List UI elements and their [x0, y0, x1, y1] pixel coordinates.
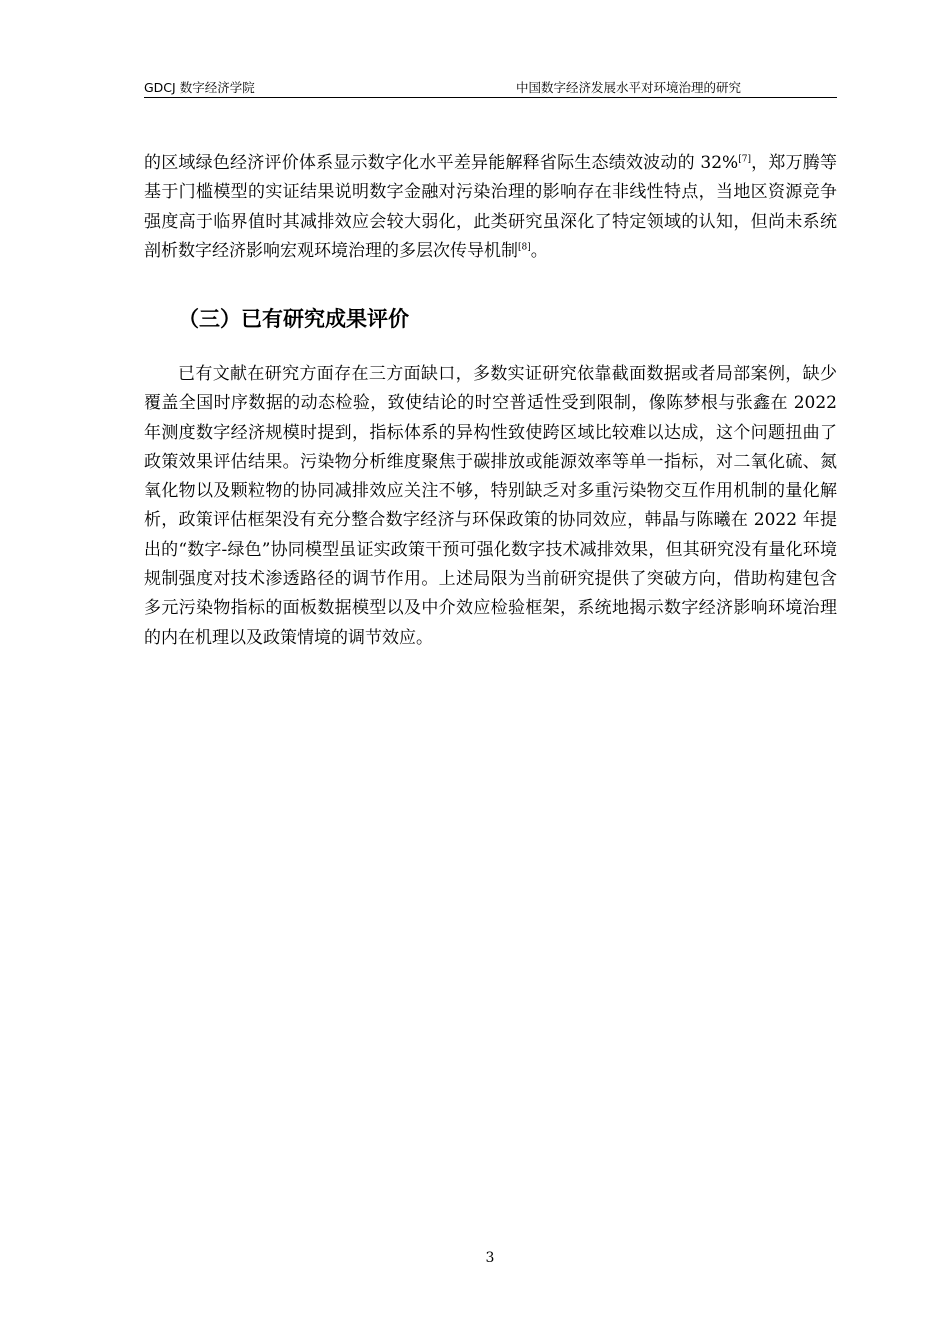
- header-left-text: GDCJ 数字经济学院: [144, 80, 255, 95]
- header-right-title: 中国数字经济发展水平对环境治理的研究: [516, 80, 742, 95]
- page-number: 3: [485, 1250, 495, 1266]
- continued-paragraph-text-2: ，郑万腾等基于门槛模型的实证结果说明数字金融对污染治理的影响存在非线性特点，当地区资源竞争强度高于临界值时其减排效应会较大弱化，此类研究虽深化了特定领域的认知，但尚未系统剖析数字经济影响宏观环境治理的多层次传导机制: [144, 153, 838, 261]
- continued-paragraph: [144, 149, 837, 266]
- running-header: [144, 80, 837, 98]
- continued-paragraph-text-1: 的区域绿色经济评价体系显示数字化水平差异能解释省际生态绩效波动的 32%: [144, 153, 739, 173]
- citation-7: [7]: [738, 154, 751, 165]
- continued-paragraph-text-3: 。: [530, 240, 548, 261]
- citation-8: [8]: [518, 242, 531, 253]
- main-paragraph: 已有文献在研究方面存在三方面缺口，多数实证研究依靠截面数据或者局部案例，缺少覆盖全国时序数据的动态检验，致使结论的时空普适性受到限制，像陈梦根与张鑫在 2022 年测度数字经济规模时提到，指标体系的异构性致使跨区域比较难以达成，这个问题扭曲了政策效果评估结果。污染物分析维度聚焦于碳排放或能源效率等单一指标，对二氧化硫、氮氧化物以及颗粒物的协同减排效应关注不够，特别缺乏对多重污染物交互作用机制的量化解析，政策评估框架没有充分整合数字经济与环保政策的协同效应，韩晶与陈曦在 2022 年提出的“数字-绿色”协同模型虽证实政策干预可强化数字技术减排效果，但其研究没有量化环境规制强度对技术渗透路径的调节作用。上述局限为当前研究提供了突破方向，借助构建包含多元污染物指标的面板数据模型以及中介效应检验框架，系统地揭示数字经济影响环境治理的内在机理以及政策情境的调节效应。: [144, 364, 837, 648]
- section-heading: （三）已有研究成果评价: [178, 307, 409, 331]
